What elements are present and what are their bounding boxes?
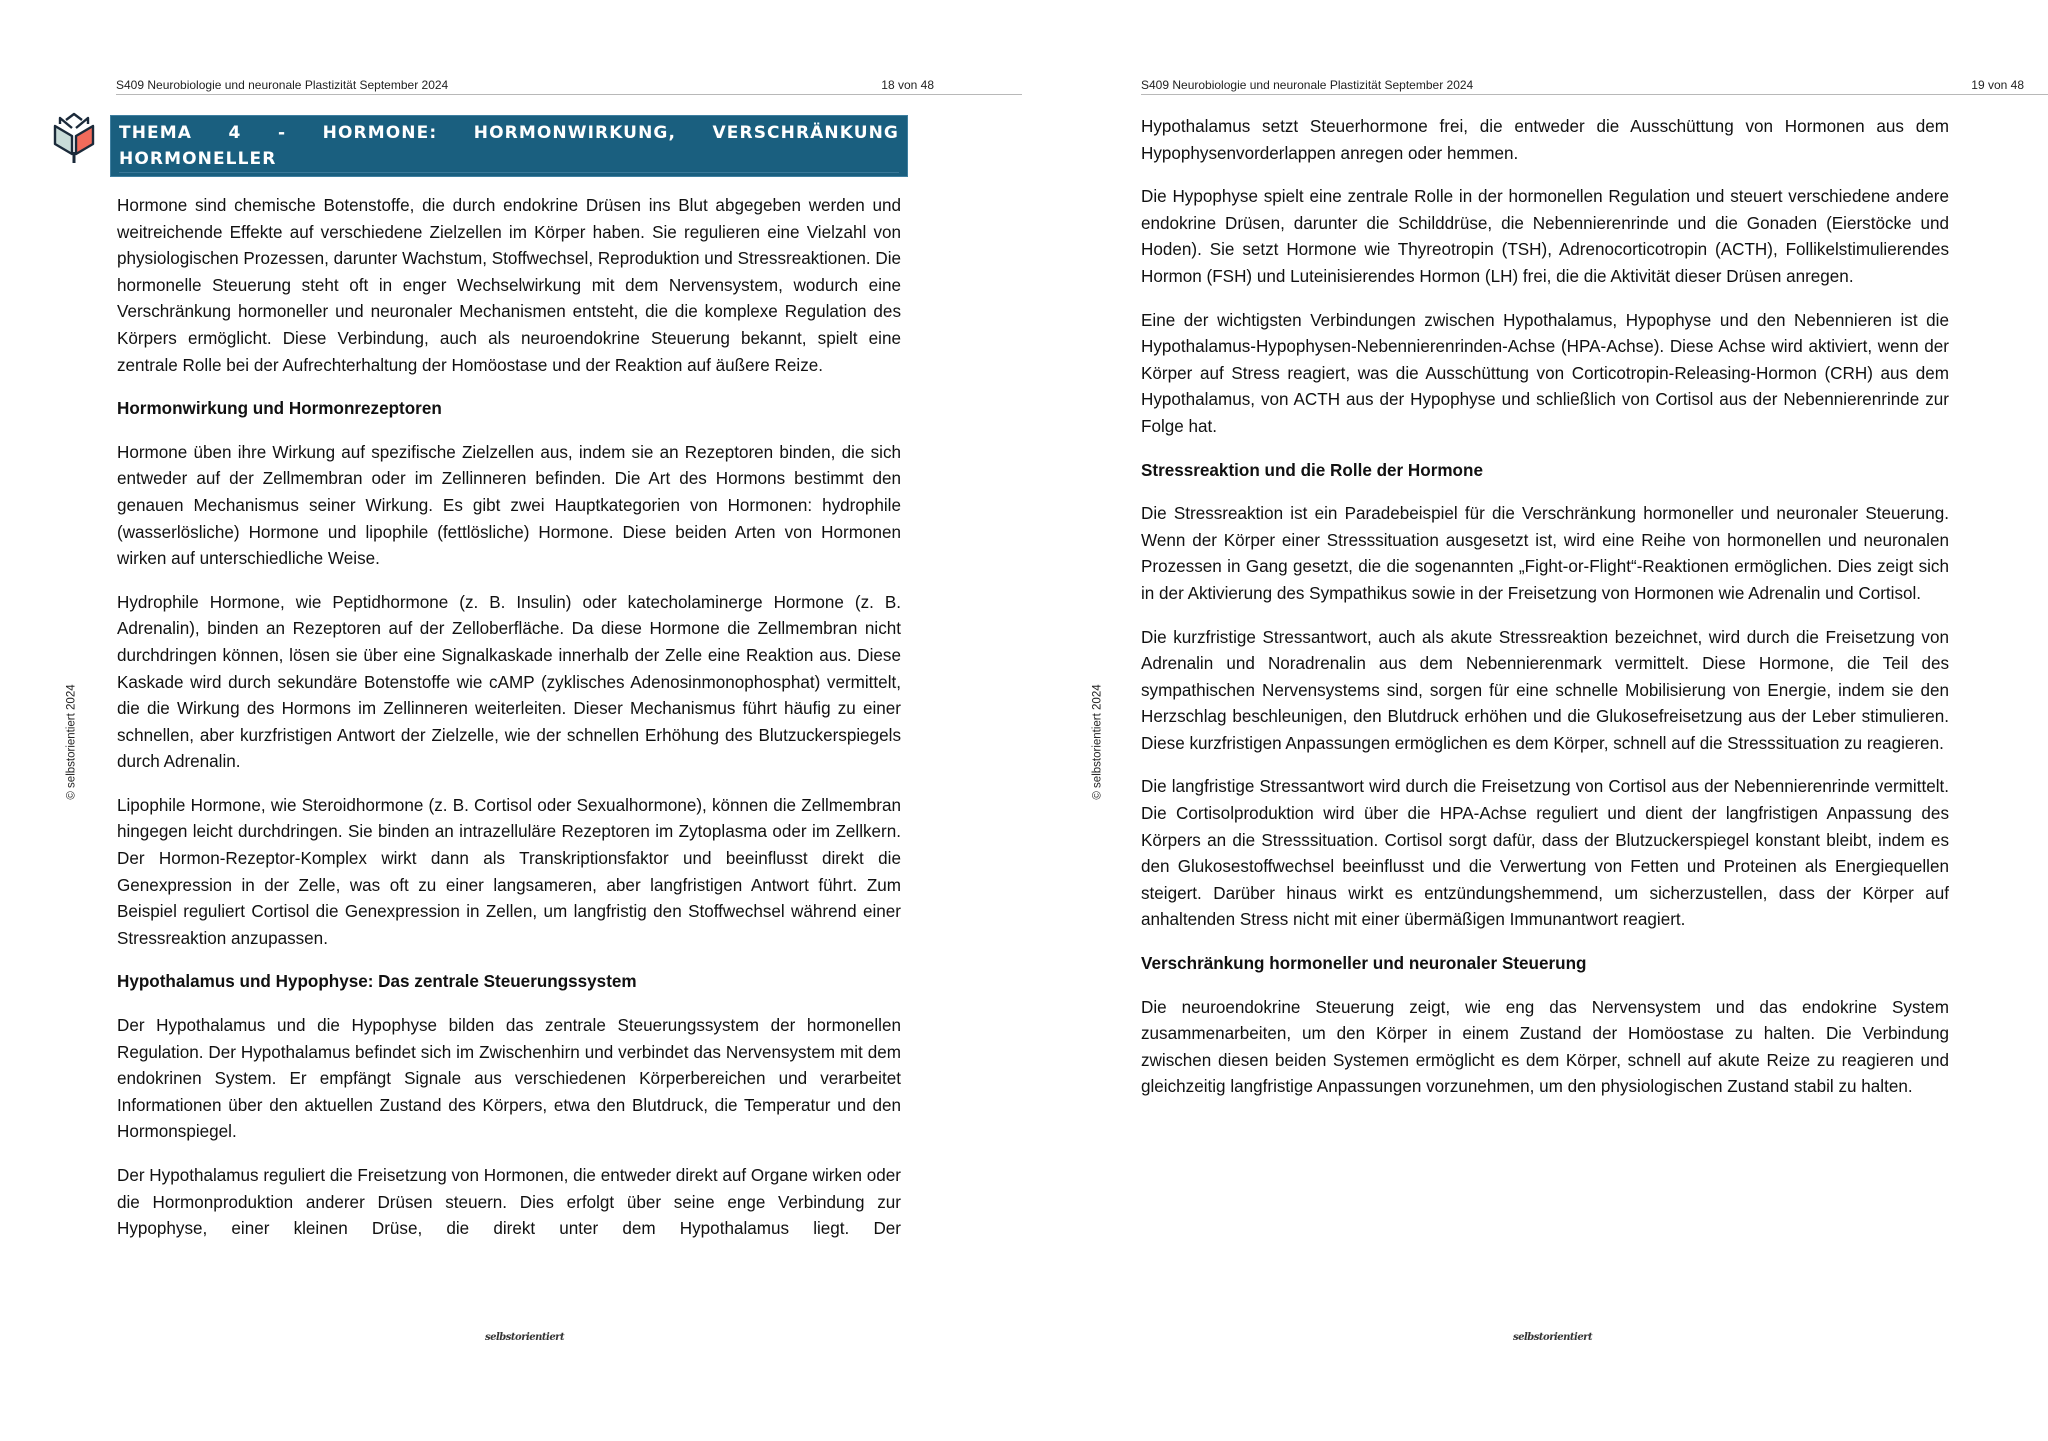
running-header: [116, 74, 1022, 95]
copyright-notice: [62, 672, 82, 812]
header-title: S409 Neurobiologie und neuronale Plastizität September 2024: [116, 78, 449, 92]
section-title-banner: [110, 115, 908, 196]
paragraph: Die neuroendokrine Steuerung zeigt, wie eng das Nervensystem und das endokrine System zusammenarbeiten, um den Körper in einem Zustand der Homöostase zu halten. Die Verbindung zwischen diesen beiden Systemen ermöglicht es dem Körper, schnell auf akute Reize zu reagieren und gleichzeitig langfristige Anpassungen vorzunehmen, um den physiologischen Zustand stabil zu halten.: [1141, 997, 1949, 1097]
paragraph: Hypothalamus setzt Steuerhormone frei, die entweder die Ausschüttung von Hormonen aus dem Hypophysenvorderlappen anregen oder hemmen.: [1141, 117, 1949, 163]
paragraph: Lipophile Hormone, wie Steroidhormone (z. B. Cortisol oder Sexualhormone), können die Zellmembran hingegen leicht durchdringen. Sie binden an intrazelluläre Rezeptoren im Zytoplasma oder im Zellkern. Der Hormon-Rezeptor-Komplex wirkt dann als Transkriptionsfaktor und beeinflusst direkt die Genexpression in der Zelle, was oft zu einer langsameren, aber langfristigen Antwort führt. Zum Beispiel reguliert Cortisol die Genexpression in Zellen, um langfristig den Stoffwechsel während einer Stressreaktion anzupassen.: [117, 795, 901, 948]
paragraph: Eine der wichtigsten Verbindungen zwischen Hypothalamus, Hypophyse und den Nebennieren ist die Hypothalamus-Hypophysen-Nebennierenrinden-Achse (HPA-Achse). Diese Achse wird aktiviert, wenn der Körper auf Stress reagiert, was die Ausschüttung von Corticotropin-Releasing-Hormon (CRH) aus dem Hypothalamus, von ACTH aus der Hypophyse und schließlich von Cortisol aus der Nebennierenrinde zur Folge hat.: [1141, 310, 1949, 436]
page-body: [117, 193, 901, 1260]
open-book-icon: [50, 112, 98, 164]
section-title-line-1: THEMA 4 - HORMONE: HORMONWIRKUNG, VERSCHRÄNKUNG HORMONELLER: [119, 120, 899, 173]
paragraph: Hormone sind chemische Botenstoffe, die durch endokrine Drüsen ins Blut abgegeben werden und weitreichende Effekte auf verschiedene Zielzellen im Körper haben. Sie regulieren eine Vielzahl von physiologischen Prozessen, darunter Wachstum, Stoffwechsel, Reproduktion und Stressreaktionen. Die hormonelle Steuerung steht oft in enger Wechselwirkung mit dem Nervensystem, wodurch eine Verschränkung hormoneller und neuronaler Mechanismen entsteht, die die komplexe Regulation des Körpers ermöglicht. Diese Verbindung, auch als neuroendokrine Steuerung bekannt, spielt eine zentrale Rolle bei der Aufrechterhaltung der Homöostase und der Reaktion auf äußere Reize.: [117, 196, 901, 375]
paragraph: Die kurzfristige Stressantwort, auch als akute Stressreaktion bezeichnet, wird durch die Freisetzung von Adrenalin und Noradrenalin aus dem Nebennierenmark vermittelt. Diese Hormone, die Teil des sympathischen Nervensystems sind, sorgen für eine schnelle Mobilisierung von Energie, indem sie den Herzschlag beschleunigen, den Blutdruck erhöhen und die Glukosefreisetzung aus der Leber stimulieren. Diese kurzfristigen Anpassungen ermöglichen es dem Körper, schnell auf die Stresssituation zu reagieren.: [1141, 627, 1949, 753]
paragraph: Die langfristige Stressantwort wird durch die Freisetzung von Cortisol aus der Nebennierenrinde vermittelt. Die Cortisolproduktion wird über die HPA-Achse reguliert und dient der langfristigen Anpassung des Körpers an die Stresssituation. Cortisol sorgt dafür, dass der Blutzuckerspiegel konstant bleibt, indem es den Glukosestoffwechsel beeinflusst und die Verwertung von Fetten und Proteinen als Energiequellen steigert. Darüber hinaus wirkt es entzündungshemmend, um sicherzustellen, dass der Körper auf anhaltenden Stress nicht mit einer übermäßigen Immunantwort reagiert.: [1141, 777, 1949, 930]
page-19: [1024, 0, 2048, 1441]
page-number: 18 von 48: [881, 78, 934, 92]
paragraph: Die Stressreaktion ist ein Paradebeispiel für die Verschränkung hormoneller und neuronaler Steuerung. Wenn der Körper einer Stresssituation ausgesetzt ist, wird eine Reihe von hormonellen und neuronalen Prozessen in Gang gesetzt, die die sogenannten „Fight-or-Flight“-Reaktionen ermöglichen. Dies zeigt sich in der Aktivierung des Sympathikus sowie in der Freisetzung von Hormonen wie Adrenalin und Cortisol.: [1141, 504, 1949, 603]
subheading: Hypothalamus und Hypophyse: Das zentrale Steuerungssystem: [117, 972, 637, 992]
paragraph: Hydrophile Hormone, wie Peptidhormone (z. B. Insulin) oder katecholaminerge Hormone (z. B. Adrenalin), binden an Rezeptoren auf der Zelloberfläche. Da diese Hormone die Zellmembran nicht durchdringen können, lösen sie über eine Signalkaskade innerhalb der Zelle eine Reaktion aus. Diese Kaskade wird durch sekundäre Botenstoffe wie cAMP (zyklisches Adenosinmonophosphat) vermittelt, die die Wirkung des Hormons im Zellinneren weiterleiten. Dieser Mechanismus führt häufig zu einer schnellen, aber kurzfristigen Antwort der Zielzelle, wie der schnellen Erhöhung des Blutzuckerspiegels durch Adrenalin.: [117, 592, 901, 772]
page-number: 19 von 48: [1971, 78, 2024, 92]
header-title: S409 Neurobiologie und neuronale Plastizität September 2024: [1141, 78, 1474, 92]
running-header: [1141, 74, 2048, 95]
paragraph: Hormone üben ihre Wirkung auf spezifische Zielzellen aus, indem sie an Rezeptoren binden, die sich entweder auf der Zellmembran oder im Zellinneren befinden. Die Art des Hormons bestimmt den genauen Mechanismus seiner Wirkung. Es gibt zwei Hauptkategorien von Hormonen: hydrophile (wasserlösliche) Hormone und lipophile (fettlösliche) Hormone. Diese beiden Arten von Hormonen wirken auf unterschiedliche Weise.: [117, 442, 901, 569]
paragraph: Der Hypothalamus und die Hypophyse bilden das zentrale Steuerungssystem der hormonellen Regulation. Der Hypothalamus befindet sich im Zwischenhirn und verbindet das Nervensystem mit dem endokrinen System. Er empfängt Signale aus verschiedenen Körperbereichen und verarbeitet Informationen über den aktuellen Zustand des Körpers, etwa den Blutdruck, die Temperatur und den Hormonspiegel.: [117, 1016, 901, 1142]
subheading: Hormonwirkung und Hormonrezeptoren: [117, 399, 442, 419]
copyright-text: © selbstorientiert 2024: [66, 684, 79, 800]
copyright-notice: [1088, 672, 1108, 812]
footer-logo: selbstorientiert: [1513, 1332, 1593, 1343]
paragraph: Die Hypophyse spielt eine zentrale Rolle in der hormonellen Regulation und steuert verschiedene andere endokrine Drüsen, darunter die Schilddrüse, die Nebennierenrinde und die Gonaden (Eierstöcke und Hoden). Sie setzt Hormone wie Thyreotropin (TSH), Adrenocorticotropin (ACTH), Follikelstimulierendes Hormon (FSH) und Luteinisierendes Hormon (LH) frei, die die Aktivität dieser Drüsen anregen.: [1141, 187, 1949, 286]
subheading: Verschränkung hormoneller und neuronaler Steuerung: [1141, 954, 1587, 974]
section-title-line-2: UND NEURONALER STEUERUNG: [119, 176, 446, 196]
page-body: [1141, 114, 1949, 1118]
paragraph: Der Hypothalamus reguliert die Freisetzung von Hormonen, die entweder direkt auf Organe wirken oder die Hormonproduktion anderer Drüsen steuern. Dies erfolgt über seine enge Verbindung zur Hypophyse, einer kleinen Drüse, die direkt unter dem Hypothalamus liegt. Der: [117, 1166, 901, 1239]
subheading: Stressreaktion und die Rolle der Hormone: [1141, 460, 1483, 480]
footer-logo: selbstorientiert: [485, 1332, 565, 1343]
copyright-text: © selbstorientiert 2024: [1092, 684, 1105, 800]
